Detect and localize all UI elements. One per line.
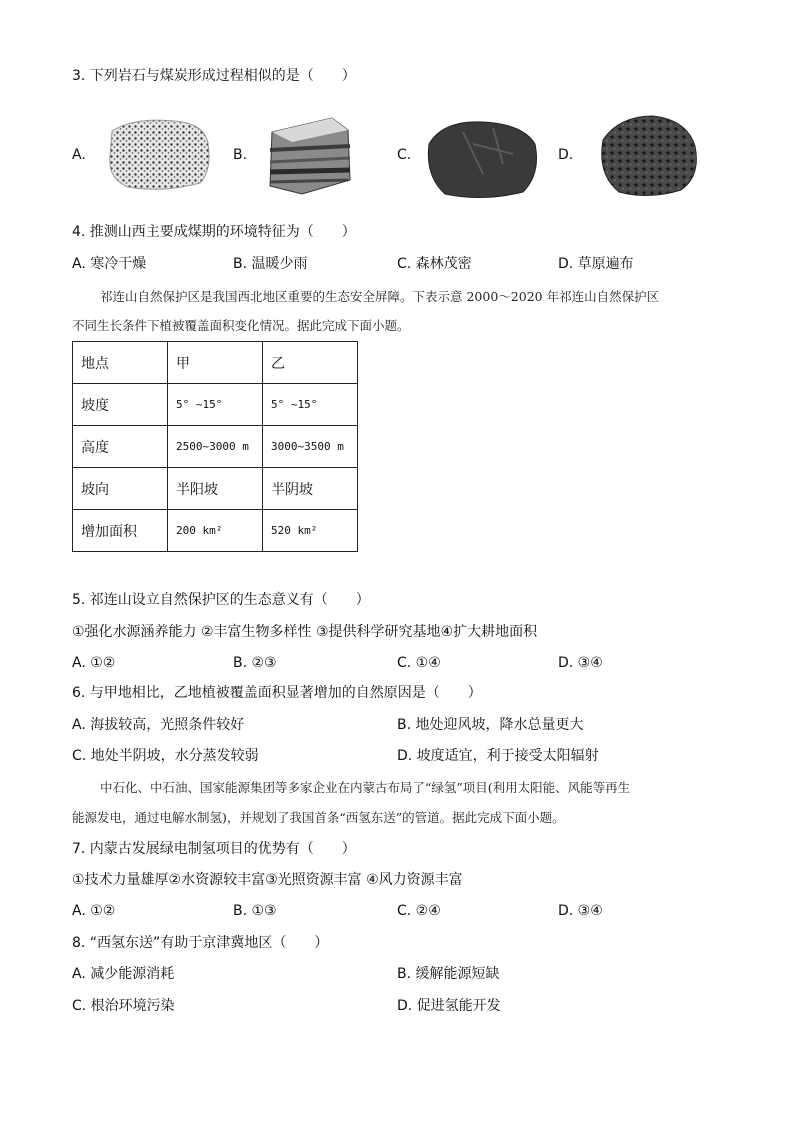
- q5-option-a: A. ①②: [72, 655, 116, 671]
- porous-rock-image: [593, 110, 701, 200]
- q6-option-b: B. 地处迎风坡，降水总量更大: [397, 717, 584, 733]
- passage-qilian-line1: 祁连山自然保护区是我国西北地区重要的生态安全屏障。下表示意 2000～2020 年祁连山自然保护区: [100, 289, 660, 304]
- q6-stem: 6. 与甲地相比，乙地植被覆盖面积显著增加的自然原因是（ ）: [72, 685, 482, 701]
- q7-items: ①技术力量雄厚②水资源较丰富③光照资源丰富 ④风力资源丰富: [72, 872, 463, 888]
- q4-stem: 4. 推测山西主要成煤期的环境特征为（ ）: [72, 224, 356, 240]
- q4-option-d: D. 草原遍布: [558, 256, 634, 272]
- q8-option-a: A. 减少能源消耗: [72, 966, 175, 982]
- passage-hydrogen-line2: 能源发电，通过电解水制氢)，并规划了我国首条“西氢东送”的管道。据此完成下面小题。: [72, 810, 565, 825]
- table-cell: 高度: [73, 426, 168, 468]
- q5-option-c: C. ①④: [397, 655, 441, 671]
- q3-option-a-label: A.: [72, 147, 86, 163]
- q8-stem: 8. “西氢东送”有助于京津冀地区（ ）: [72, 935, 329, 951]
- table-cell: 5° ~15°: [263, 384, 358, 426]
- passage-qilian-line2: 不同生长条件下植被覆盖面积变化情况。据此完成下面小题。: [72, 318, 410, 333]
- q5-option-b: B. ②③: [233, 655, 277, 671]
- q6-option-c: C. 地处半阴坡，水分蒸发较弱: [72, 748, 259, 764]
- q4-option-b: B. 温暖少雨: [233, 256, 308, 272]
- dark-rock-image: [423, 114, 543, 200]
- q6-option-a: A. 海拔较高，光照条件较好: [72, 717, 245, 733]
- table-cell: 半阴坡: [263, 468, 358, 510]
- q7-option-c: C. ②④: [397, 903, 441, 919]
- table-cell: 增加面积: [73, 510, 168, 552]
- q8-option-d: D. 促进氢能开发: [397, 998, 501, 1014]
- q5-stem: 5. 祁连山设立自然保护区的生态意义有（ ）: [72, 592, 370, 608]
- q5-items: ①强化水源涵养能力 ②丰富生物多样性 ③提供科学研究基地④扩大耕地面积: [72, 624, 538, 640]
- q7-stem: 7. 内蒙古发展绿电制氢项目的优势有（ ）: [72, 841, 356, 857]
- table-cell: 5° ~15°: [168, 384, 263, 426]
- table-cell: 地点: [73, 342, 168, 384]
- table-cell: 520 km²: [263, 510, 358, 552]
- q3-stem: 3. 下列岩石与煤炭形成过程相似的是（ ）: [72, 68, 356, 84]
- table-cell: 乙: [263, 342, 358, 384]
- table-cell: 坡向: [73, 468, 168, 510]
- q7-option-b: B. ①③: [233, 903, 277, 919]
- q4-option-a: A. 寒冷干燥: [72, 256, 147, 272]
- q8-option-c: C. 根治环境污染: [72, 998, 175, 1014]
- table-cell: 3000~3500 m: [263, 426, 358, 468]
- table-row: [73, 468, 358, 510]
- table-row: [73, 426, 358, 468]
- table-cell: 2500~3000 m: [168, 426, 263, 468]
- table-cell: 半阳坡: [168, 468, 263, 510]
- q3-option-c-label: C.: [397, 147, 412, 163]
- table-cell: 甲: [168, 342, 263, 384]
- table-row: [73, 384, 358, 426]
- granite-rock-image: [104, 113, 214, 193]
- q3-option-b-label: B.: [233, 147, 248, 163]
- table-cell: 坡度: [73, 384, 168, 426]
- table-row: [73, 510, 358, 552]
- q5-option-d: D. ③④: [558, 655, 603, 671]
- q3-option-d-label: D.: [558, 147, 574, 163]
- table-row: [73, 342, 358, 384]
- table-cell: 200 km²: [168, 510, 263, 552]
- passage-hydrogen-line1: 中石化、中石油、国家能源集团等多家企业在内蒙古布局了“绿氢”项目(利用太阳能、风能等再生: [100, 780, 631, 795]
- q7-option-a: A. ①②: [72, 903, 116, 919]
- q6-option-d: D. 坡度适宜，利于接受太阳辐射: [397, 748, 599, 764]
- vegetation-table: [72, 341, 358, 552]
- shale-rock-image: [262, 110, 358, 200]
- q8-option-b: B. 缓解能源短缺: [397, 966, 500, 982]
- q4-option-c: C. 森林茂密: [397, 256, 472, 272]
- q7-option-d: D. ③④: [558, 903, 603, 919]
